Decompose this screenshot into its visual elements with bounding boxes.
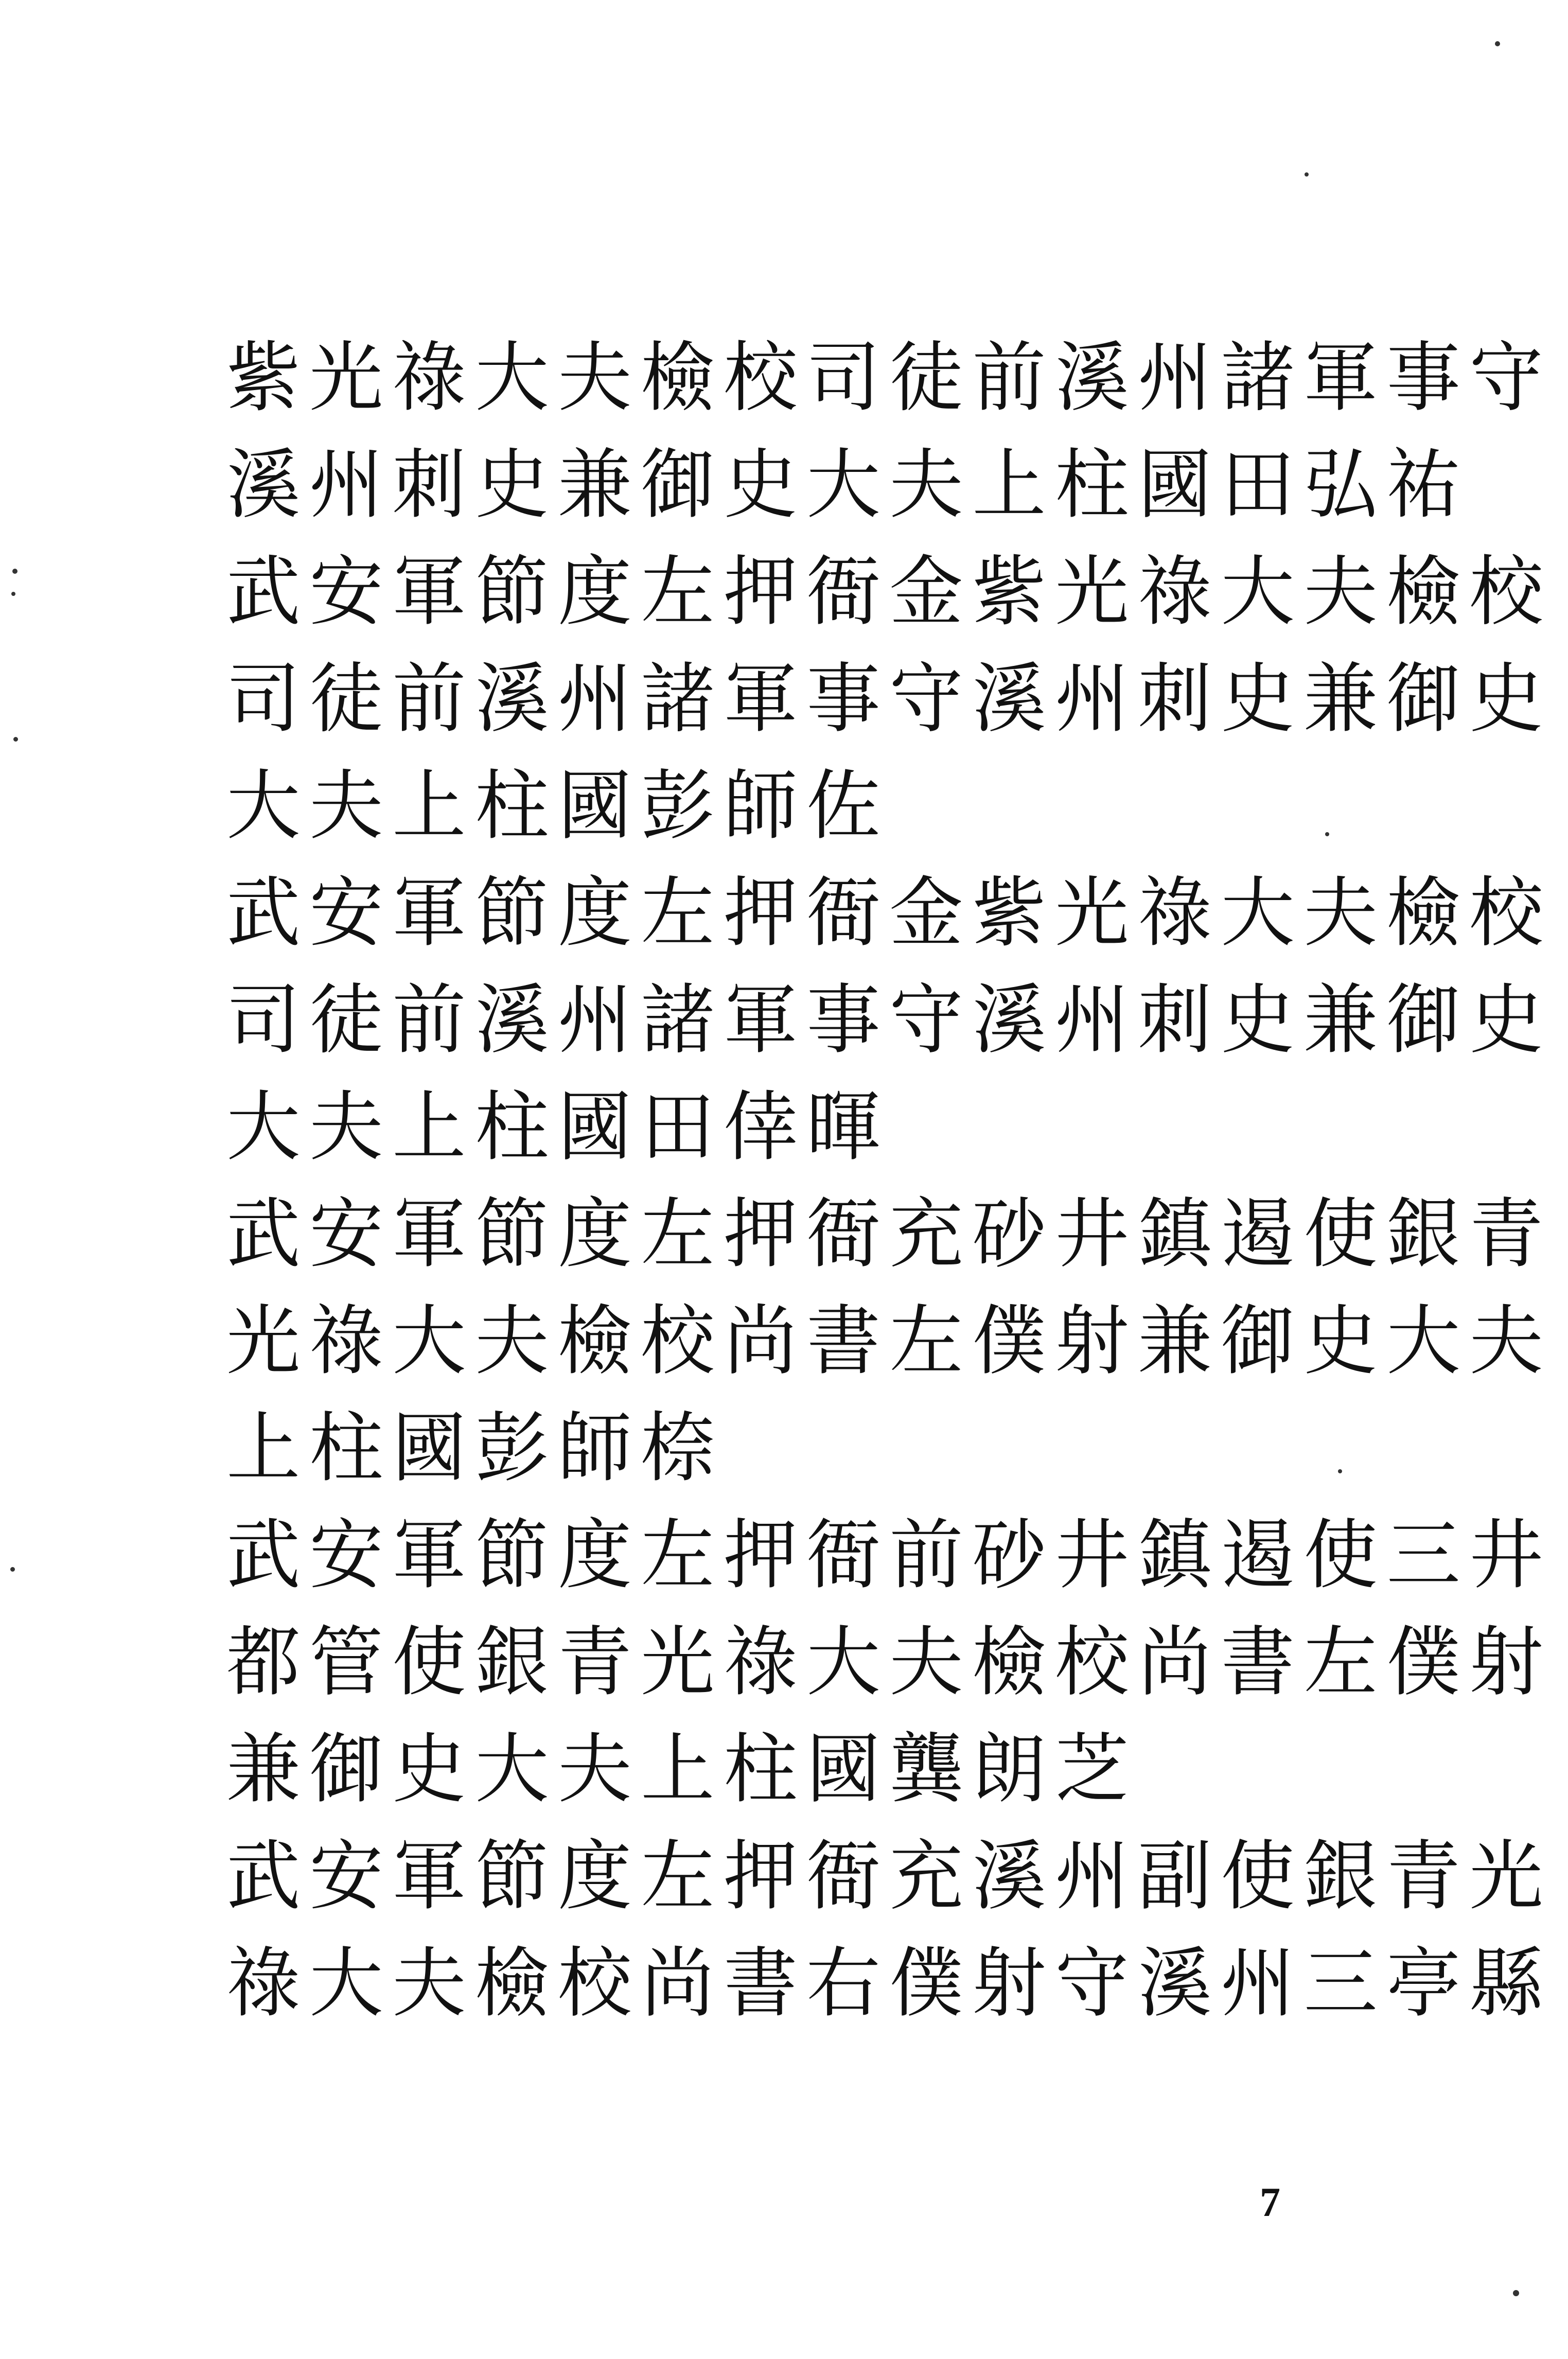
text-line-15: 武安軍節度左押衙充溪州副使銀青光 bbox=[226, 1832, 1553, 1921]
text-line-6: 武安軍節度左押衙金紫光祿大夫檢校 bbox=[226, 869, 1553, 957]
text-line-8: 大夫上柱國田倖暉 bbox=[226, 1083, 890, 1171]
scan-speck bbox=[1513, 2290, 1519, 2296]
text-line-7: 司徒前溪州諸軍事守溪州刺史兼御史 bbox=[226, 976, 1553, 1064]
page-number: 7 bbox=[1260, 2180, 1280, 2225]
scan-speck bbox=[1305, 172, 1309, 177]
text-line-3: 武安軍節度左押衙金紫光祿大夫檢校 bbox=[226, 548, 1553, 636]
text-line-1: 紫光祿大夫檢校司徒前溪州諸軍事守 bbox=[226, 333, 1553, 422]
text-line-10: 光祿大夫檢校尚書左僕射兼御史大夫 bbox=[226, 1297, 1553, 1385]
scan-speck bbox=[1338, 1469, 1342, 1473]
scan-speck bbox=[1325, 832, 1329, 836]
text-line-14: 兼御史大夫上柱國龔朗芝 bbox=[226, 1725, 1138, 1814]
text-line-2: 溪州刺史兼御史大夫上柱國田弘祐 bbox=[226, 441, 1470, 529]
scan-speck bbox=[10, 1567, 15, 1572]
text-block bbox=[226, 324, 1553, 2037]
text-line-13: 都管使銀青光祿大夫檢校尚書左僕射 bbox=[226, 1618, 1553, 1706]
scan-speck bbox=[12, 569, 17, 574]
text-line-12: 武安軍節度左押衙前砂井鎮遏使三井 bbox=[226, 1511, 1553, 1599]
scan-speck bbox=[13, 737, 18, 742]
scan-speck bbox=[11, 592, 15, 596]
text-line-9: 武安軍節度左押衙充砂井鎮遏使銀青 bbox=[226, 1190, 1553, 1278]
text-line-11: 上柱國彭師㮈 bbox=[226, 1404, 724, 1492]
text-line-4: 司徒前溪州諸軍事守溪州刺史兼御史 bbox=[226, 655, 1553, 743]
text-line-16: 祿大夫檢校尚書右僕射守溪州三亭縣 bbox=[226, 1939, 1553, 2028]
scan-speck bbox=[1495, 41, 1500, 46]
text-line-5: 大夫上柱國彭師佐 bbox=[226, 762, 890, 850]
